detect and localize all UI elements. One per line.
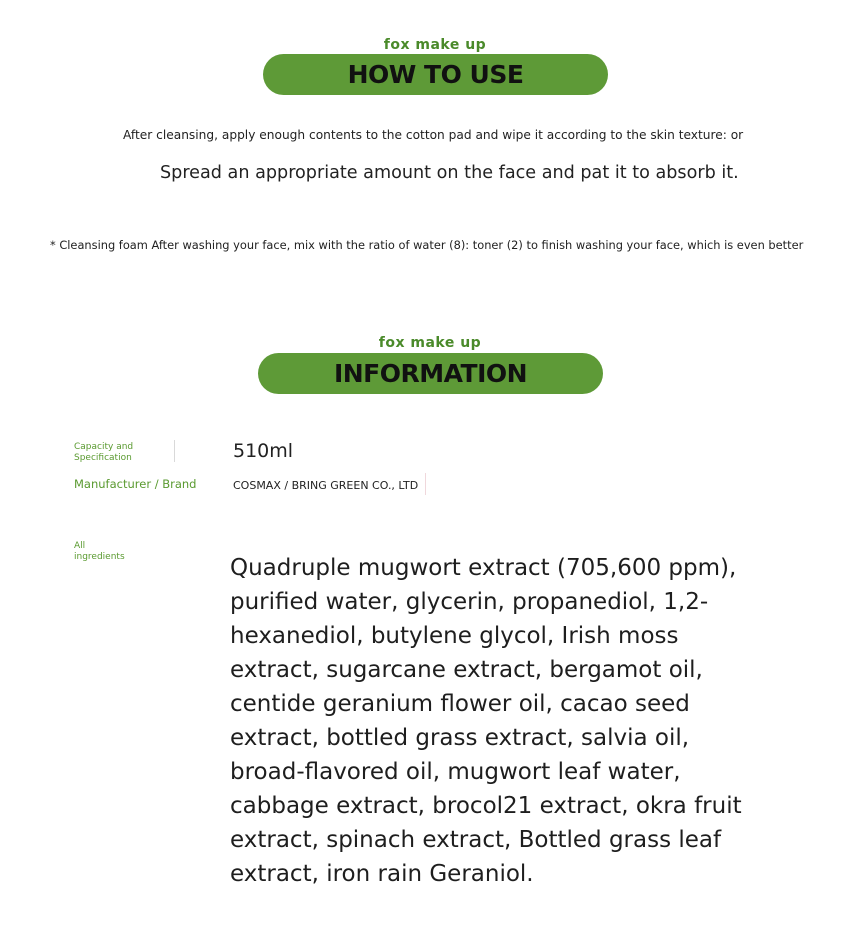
how-to-use-line-1: After cleansing, apply enough contents to the cotton pad and wipe it according to the skin texture: or: [123, 128, 744, 142]
manufacturer-divider: [425, 473, 426, 495]
brand-tag-how-to-use: fox make up: [383, 37, 487, 53]
ingredients-value: Quadruple mugwort extract (705,600 ppm), purified water, glycerin, propanediol, 1,2-hexanediol, butylene glycol, Irish moss extract, sugarcane extract, bergamot oil, centide geranium flower oil, cacao seed extract, bottled grass extract, salvia oil, broad-flavored oil, mugwort leaf water, cabbage extract, brocol21 extract, okra fruit extract, spinach extract, Bottled grass leaf extract, iron rain Geraniol.: [230, 555, 742, 887]
how-to-use-line-2: Spread an appropriate amount on the face and pat it to absorb it.: [160, 163, 739, 183]
capacity-label: Capacity and Specification: [74, 442, 134, 463]
manufacturer-value: COSMAX / BRING GREEN CO., LTD: [233, 479, 419, 492]
information-banner: [258, 353, 603, 394]
manufacturer-label: Manufacturer / Brand: [74, 477, 197, 491]
capacity-value: 510ml: [233, 440, 294, 462]
how-to-use-note: * Cleansing foam After washing your face, mix with the ratio of water (8): toner (2) to finish washing your face, which is even better: [50, 238, 804, 252]
brand-tag-information: fox make up: [378, 335, 482, 351]
capacity-divider: [174, 440, 175, 462]
how-to-use-banner: [263, 54, 608, 95]
information-heading: INFORMATION: [333, 359, 528, 388]
how-to-use-heading: HOW TO USE: [347, 60, 524, 89]
ingredients-label: All ingredients: [74, 541, 125, 562]
